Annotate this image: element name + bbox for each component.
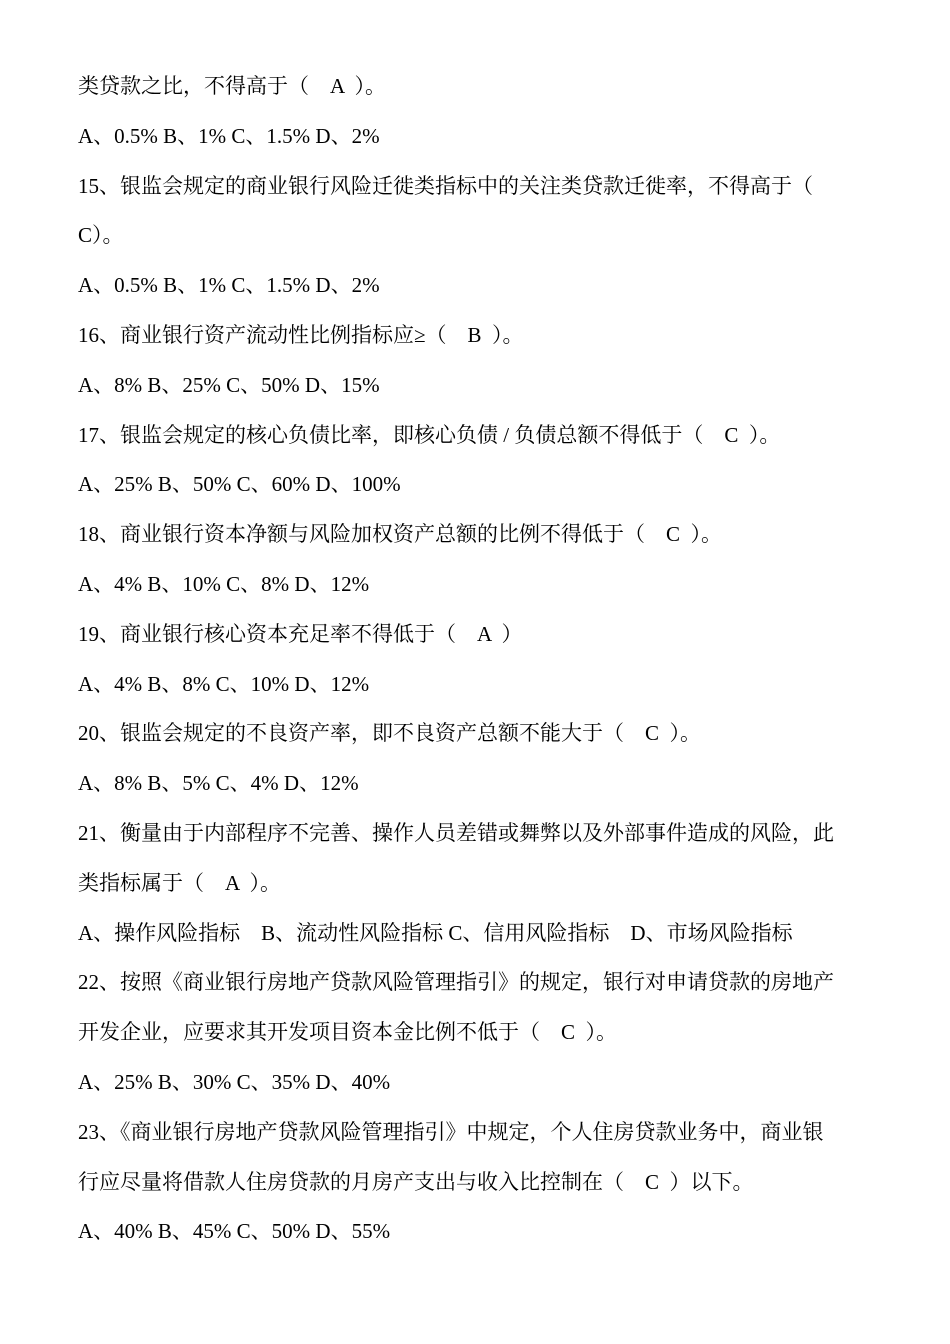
question-18: 18、商业银行资本净额与风险加权资产总额的比例不得低于（ C ）。: [78, 522, 723, 547]
question-21-cont: 类指标属于（ A ）。: [78, 870, 282, 895]
document-page: [78, 62, 900, 1257]
options-q17: A、25% B、50% C、60% D、100%: [78, 472, 401, 497]
question-22-cont: 开发企业，应要求其开发项目资本金比例不低于（ C ）。: [78, 1020, 618, 1045]
options-q22: A、25% B、30% C、35% D、40%: [78, 1069, 391, 1094]
options-q21: A、操作风险指标 B、流动性风险指标 C、信用风险指标 D、市场风险指标: [78, 920, 793, 945]
question-22: 22、按照《商业银行房地产贷款风险管理指引》的规定，银行对申请贷款的房地产: [78, 970, 834, 995]
question-15: 15、银监会规定的商业银行风险迁徙类指标中的关注类贷款迁徙率，不得高于（: [78, 173, 813, 198]
question-17: 17、银监会规定的核心负债比率，即核心负债 / 负债总额不得低于（ C ）。: [78, 422, 781, 447]
question-15-cont: C）。: [78, 223, 124, 248]
options-q23: A、40% B、45% C、50% D、55%: [78, 1219, 391, 1244]
question-23: 23、《商业银行房地产贷款风险管理指引》中规定，个人住房贷款业务中，商业银: [78, 1119, 824, 1144]
options-q19: A、4% B、8% C、10% D、12%: [78, 671, 370, 696]
options-q14: A、0.5% B、1% C、1.5% D、2%: [78, 123, 380, 148]
question-20: 20、银监会规定的不良资产率，即不良资产总额不能大于（ C ）。: [78, 721, 702, 746]
options-q20: A、8% B、5% C、4% D、12%: [78, 771, 359, 796]
question-23-cont: 行应尽量将借款人住房贷款的月房产支出与收入比控制在（ C ）以下。: [78, 1169, 754, 1194]
options-q15: A、0.5% B、1% C、1.5% D、2%: [78, 273, 380, 298]
question-21: 21、衡量由于内部程序不完善、操作人员差错或舞弊以及外部事件造成的风险，此: [78, 820, 834, 845]
question-16: 16、商业银行资产流动性比例指标应≥（ B ）。: [78, 322, 524, 347]
text-line-q14-end: 类贷款之比，不得高于（ A ）。: [78, 74, 387, 98]
question-19: 19、商业银行核心资本充足率不得低于（ A ）: [78, 621, 523, 646]
options-q16: A、8% B、25% C、50% D、15%: [78, 372, 380, 397]
options-q18: A、4% B、10% C、8% D、12%: [78, 571, 370, 596]
